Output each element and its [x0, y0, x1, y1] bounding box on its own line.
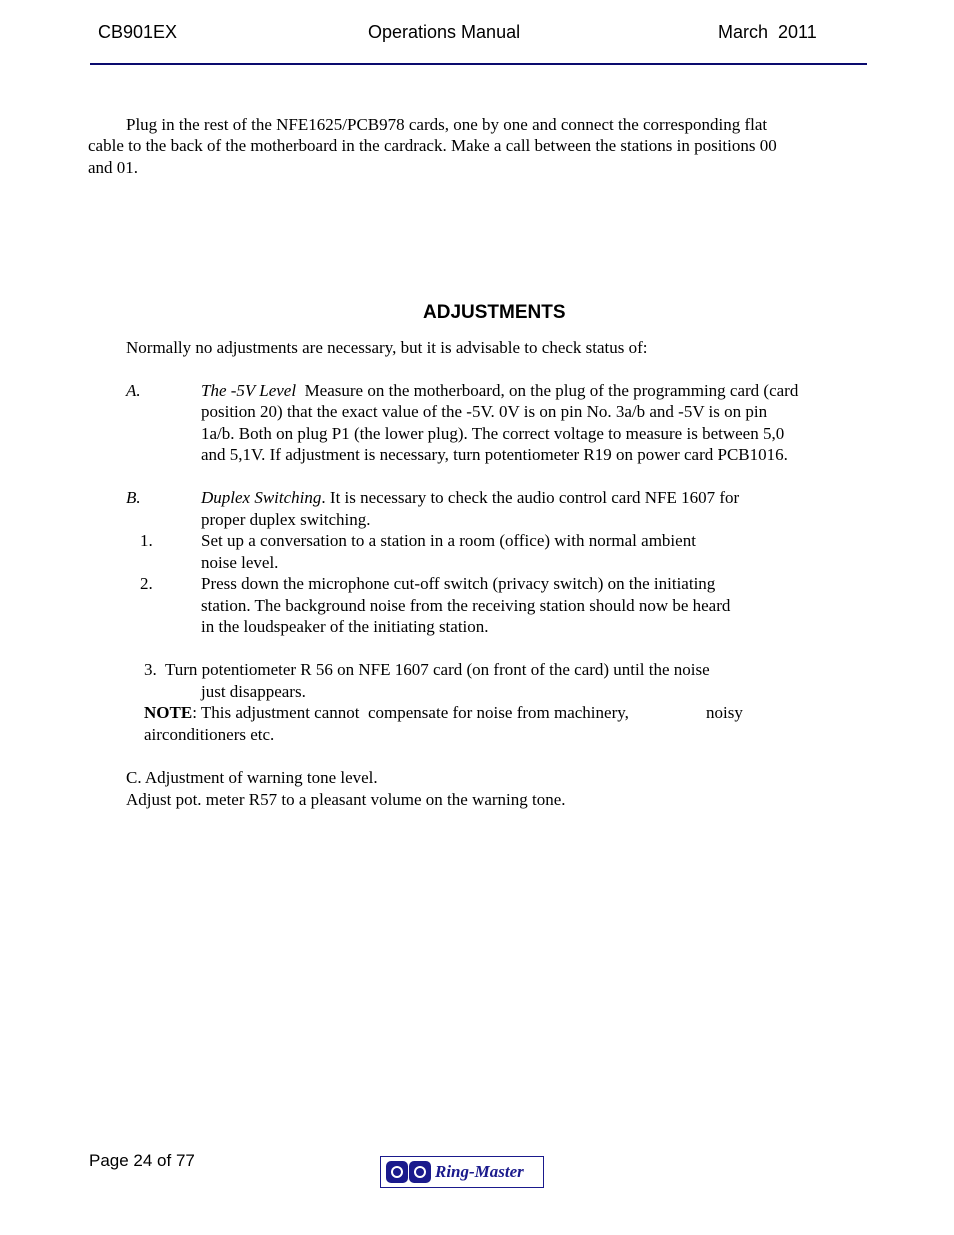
step-2-line-2: station. The background noise from the receiving station should now be heard	[201, 596, 731, 615]
section-lead: Normally no adjustments are necessary, but it is advisable to check status of:	[126, 338, 648, 357]
logo-text: Ring-Master	[435, 1162, 524, 1181]
step-3-line-1: 3. Turn potentiometer R 56 on NFE 1607 card (on front of the card) until the noise	[144, 660, 710, 679]
step-3-line-2: just disappears.	[201, 682, 306, 701]
item-b-heading: Duplex Switching	[201, 488, 322, 507]
doc-code: CB901EX	[98, 22, 178, 42]
step-1-line-1: Set up a conversation to a station in a room (office) with normal ambient	[201, 531, 696, 550]
header-rule	[90, 63, 867, 65]
step-2-line-1: Press down the microphone cut-off switch (privacy switch) on the initiating	[201, 574, 716, 593]
note-line-2: airconditioners etc.	[144, 725, 275, 744]
step-1-line-2: noise level.	[201, 553, 279, 572]
intro-line-1: Plug in the rest of the NFE1625/PCB978 cards, one by one and connect the corresponding flat	[126, 115, 768, 134]
item-a-line-1	[201, 380, 798, 402]
item-b-line-1	[201, 487, 739, 509]
note-label: NOTE	[144, 703, 193, 722]
step-2-number: 2.	[140, 574, 153, 593]
note-text-1: : This adjustment cannot compensate for noise from machinery,	[192, 703, 629, 722]
intro-line-3: and 01.	[88, 158, 139, 177]
item-b-text-1: . It is necessary to check the audio control card NFE 1607 for	[321, 488, 740, 507]
section-title: ADJUSTMENTS	[423, 302, 566, 323]
step-1-number: 1.	[140, 531, 153, 550]
intro-line-2: cable to the back of the motherboard in the cardrack. Make a call between the stations in positions 00	[88, 136, 777, 155]
item-a-marker: A.	[126, 381, 141, 400]
item-a-text-1: Measure on the motherboard, on the plug of the programming card (card	[296, 381, 799, 400]
doc-title: Operations Manual	[368, 22, 521, 42]
logo-ring-icon	[386, 1161, 408, 1183]
logo-ring-icon	[409, 1161, 431, 1183]
item-a-heading: The -5V Level	[201, 381, 297, 400]
item-b-marker: B.	[126, 488, 141, 507]
note-tail: noisy	[706, 703, 743, 722]
step-2-line-3: in the loudspeaker of the initiating station.	[201, 617, 489, 636]
item-a-line-2: position 20) that the exact value of the -5V. 0V is on pin No. 3a/b and -5V is on pin	[201, 402, 768, 421]
item-a-line-4: and 5,1V. If adjustment is necessary, turn potentiometer R19 on power card PCB1016.	[201, 445, 788, 464]
page-number: Page 24 of 77	[89, 1151, 195, 1170]
ring-master-logo	[380, 1156, 544, 1188]
doc-date: March 2011	[718, 22, 817, 42]
note-line-1	[144, 702, 629, 724]
item-c-line-2: Adjust pot. meter R57 to a pleasant volume on the warning tone.	[126, 790, 566, 809]
item-a-line-3: 1a/b. Both on plug P1 (the lower plug). The correct voltage to measure is between 5,0	[201, 424, 785, 443]
item-b-line-2: proper duplex switching.	[201, 510, 371, 529]
item-c-line-1: C. Adjustment of warning tone level.	[126, 768, 378, 787]
